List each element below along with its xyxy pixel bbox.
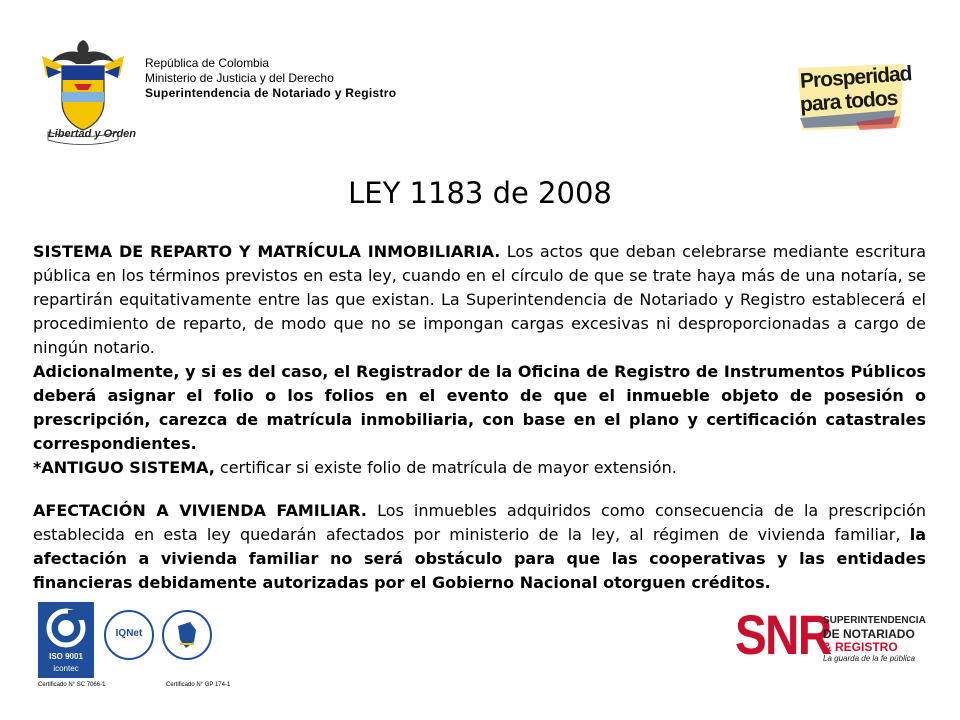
coat-motto: Libertad y Orden xyxy=(48,128,137,140)
heading-vivienda-familiar: AFECTACIÓN A VIVIENDA FAMILIAR. xyxy=(33,501,367,520)
institution-header xyxy=(145,56,396,101)
snr-logo xyxy=(735,605,935,675)
paragraph-antiguo-sistema xyxy=(33,456,926,480)
text-vivienda-familiar-bold: la afectación a vivienda familiar no será obstáculo para que las cooperativas y las entidades financieras debidamente autorizadas por el Gobierno Nacional otorguen créditos. xyxy=(33,525,926,592)
page-title: LEY 1183 de 2008 xyxy=(348,176,612,210)
certificate-number-1: Certificado N° SC 7066-1 xyxy=(38,682,106,688)
snr-letters: SNR xyxy=(735,603,831,666)
snr-line1: SUPERINTENDENCIA xyxy=(823,615,926,626)
colombia-seal-logo xyxy=(162,610,212,660)
heading-antiguo-sistema: *ANTIGUO SISTEMA, xyxy=(33,458,215,477)
paragraph-reparto xyxy=(33,240,926,360)
prosperidad-line1: Prosperidad xyxy=(799,62,913,93)
text-antiguo-sistema: certificar si existe folio de matrícula de mayor extensión. xyxy=(214,458,677,477)
snr-tagline: La guarda de la fe pública xyxy=(823,654,916,663)
iso-label: ISO 9001 xyxy=(49,652,83,661)
iqnet-label: IQNet xyxy=(115,628,143,639)
document-body xyxy=(33,240,926,595)
iqnet-logo xyxy=(104,610,154,660)
paragraph-vivienda-familiar xyxy=(33,499,926,595)
prosperidad-logo xyxy=(796,62,913,132)
heading-reparto: SISTEMA DE REPARTO Y MATRÍCULA INMOBILIARIA. xyxy=(33,242,501,261)
text-vivienda-familiar: Los inmuebles adquiridos como consecuencia de la prescripción establecida en esta ley quedarán afectados por ministerio de la ley, al régimen de vivienda familiar, xyxy=(33,501,927,544)
header-line-superintendencia: Superintendencia de Notariado y Registro xyxy=(145,86,397,100)
certificate-number-2: Certificado N° GP 174-1 xyxy=(166,682,231,688)
paragraph-registrador xyxy=(33,360,926,456)
icontec-mark-icon xyxy=(38,606,94,652)
prosperidad-line2: para todos xyxy=(799,86,899,117)
header-line-ministry: Ministerio de Justicia y del Derecho xyxy=(145,71,334,85)
text-reparto: Los actos que deban celebrarse mediante escritura pública en los términos previstos en esta ley, cuando en el círculo de que se trate haya más de una notaría, se repartirán equitativamente entre las que existan. La Superintendencia de Notariado y Registro establecerá el procedimiento de reparto, de modo que no se impongan cargas excesivas ni desproporcionadas a cargo de ningún notario. xyxy=(33,242,927,357)
colombia-map-icon xyxy=(164,612,210,658)
icontec-label: icontec xyxy=(53,664,79,673)
snr-line2: DE NOTARIADO xyxy=(823,627,915,641)
header-line-republic: República de Colombia xyxy=(145,56,270,70)
icontec-logo xyxy=(38,602,94,678)
snr-line3: & REGISTRO xyxy=(823,640,898,654)
text-registrador: Adicionalmente, y si es del caso, el Registrador de la Oficina de Registro de Instrumentos Públicos deberá asignar el folio o los folios en el evento de que el inmueble objeto de posesión o prescripción, carezca de matrícula inmobiliaria, con base en el plano y certificación catastrales correspondientes. xyxy=(33,362,926,453)
certification-logos xyxy=(38,600,231,690)
